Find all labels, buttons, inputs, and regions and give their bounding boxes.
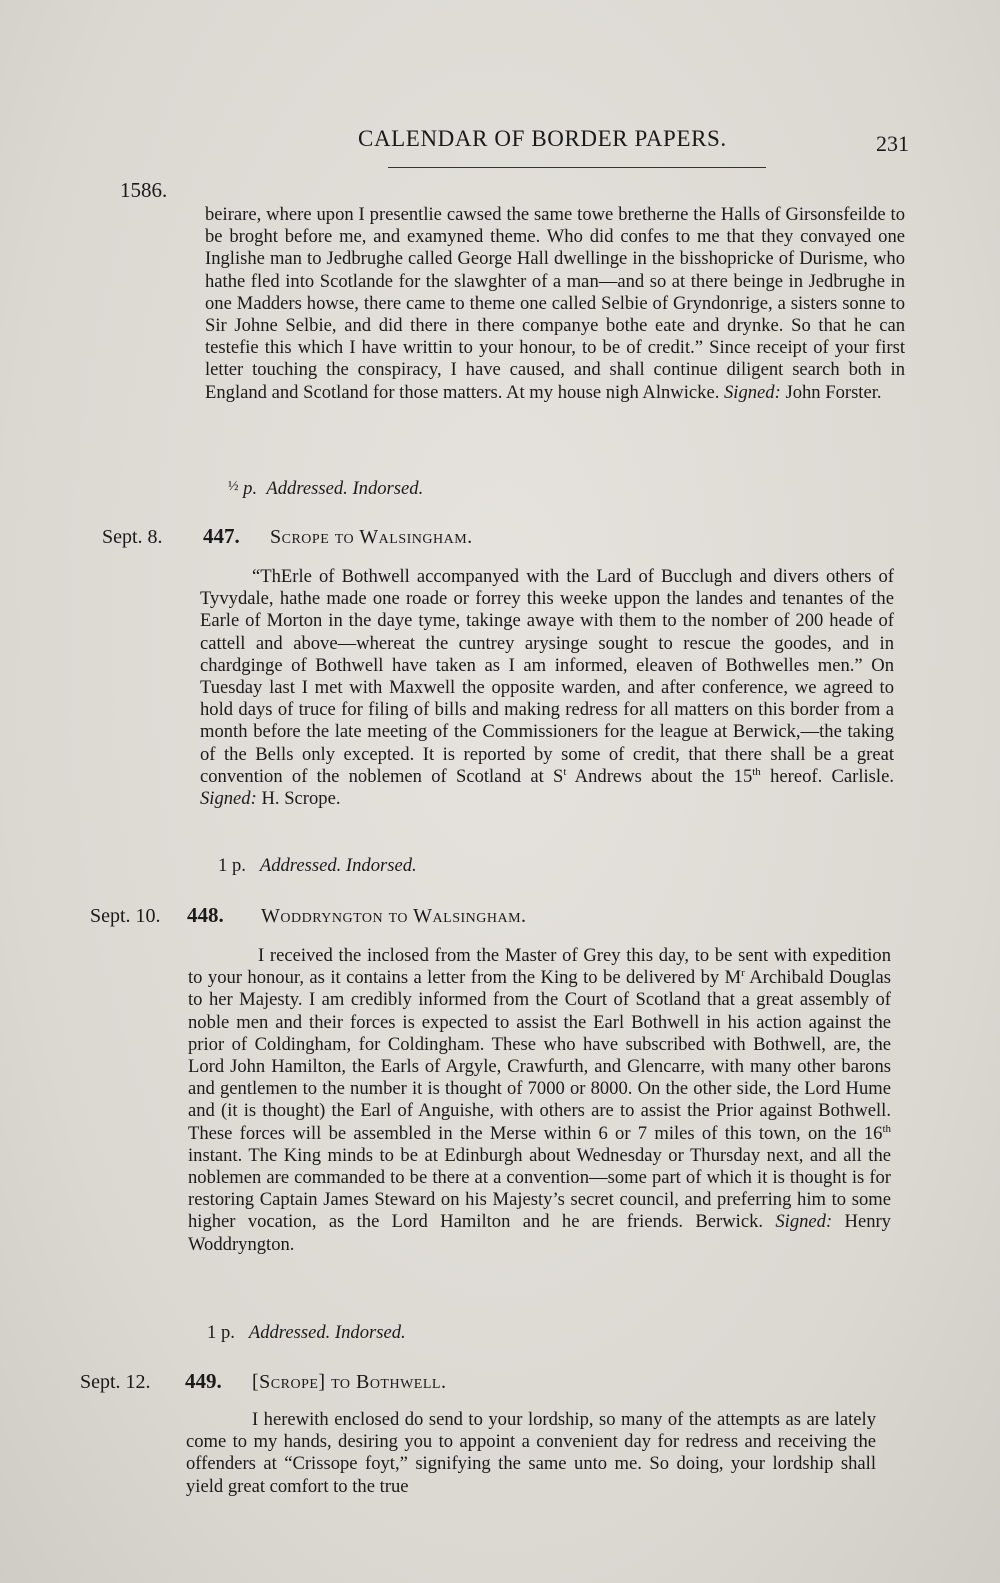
entry-number: 448. <box>187 903 224 927</box>
entry-date: Sept. 12. <box>80 1371 151 1393</box>
entry-text: I received the inclosed from the Master of Grey this day, to be sent with expedition to your honour, as it contains a letter from the King to be delivered by M <box>188 945 891 989</box>
note-endorsement: Addressed. Indorsed. <box>259 855 417 876</box>
entry-superscript: r <box>741 967 745 980</box>
entry-heading <box>0 524 1000 552</box>
entry-title: Scrope to Walsingham. <box>270 526 473 548</box>
page-header <box>0 126 1000 166</box>
entry-superscript: th <box>752 765 761 778</box>
page-number: 231 <box>876 131 909 156</box>
entry-note <box>207 1322 406 1344</box>
note-page: p. <box>243 478 258 499</box>
signed-label: Signed: <box>775 1211 833 1233</box>
entry-text: Archibald Douglas to her Majesty. I am credibly informed from the Court of Scotland that a great assembly of noble men and their forces is expected to assist the Earl Bothwell in his action against the prior of Coldingham, for Coldingham. These who have subscribed with Bothwell, are, the Lord John Hamilton, the Earls of Argyle, Crawfurth, and Glencarre, with many other barons and gentlemen to the number it is thought of 7000 or 8000. On the other side, the Lord Hume and (it is thought) the Earl of Anguishe, with others are to assist the Prior against Bothwell. These forces will be assembled in the Merse within 6 or 7 miles of this town, on the 16 <box>188 967 891 1144</box>
signature: Henry Woddryngton. <box>188 1211 891 1255</box>
continuation-text: beirare, where upon I presentlie cawsed the same towe bretherne the Halls of Girsonsfeilde to be broght before me, and examyned theme. Who did confes to me that they convayed one Inglishe man to Jedbrughe called George Hall dwellinge in the bisshopricke of Durisme, who hathe fled into Scotlande for the slawghter of a man—and so at there beinge in Jedbrughe in one Madders howse, there came to theme one called Selbie of Gryndonrige, a sisters sonne to Sir Johne Selbie, and did there in there companye bothe eate and drynke. So that he can testefie this which I have writtin to your honour, to be of credit.” Since receipt of your first letter touching the conspiracy, I have caused, and shall continue diligent search both in England and Scotland for those matters. At my house nigh Alnwicke. <box>205 204 905 403</box>
entry-text: I herewith enclosed do send to your lordship, so many of the attempts as are lately come to my hands, desiring you to appoint a convenient day for redress and receiving the offenders at “Crissope foyt,” signifying the same unto me. So doing, your lordship shall yield great comfort to the true <box>186 1409 876 1497</box>
signature: H. Scrope. <box>261 788 341 810</box>
entry-text: Andrews about the 15 <box>566 765 753 787</box>
entry-title: Woddryngton to Walsingham. <box>261 905 527 927</box>
entry-text: “ThErle of Bothwell accompanyed with the Lard of Bucclugh and divers others of Tyvydale, hathe made one roade or forrey this weeke uppon the landes and tenantes of the Earle of Morton in the daye tyme, takinge awaye with them to the nomber of 200 heade of cattell and above—whereat the cuntrey arysinge sought to rescue the goodes, and in chardginge of Bothwell have taken as I am informed, eleaven of Bothwelles men.” On Tuesday last I met with Maxwell the opposite warden, and after conference, we agreed to hold days of truce for filing of bills and making redress for all matters on this border from a month before the late meeting of the Commissioners for the league at Berwick,—the taking of the Bells only excepted. It is reported by some of credit, that there shall be a great convention of the noblemen of Scotland at S <box>200 566 894 787</box>
note-fraction: ½ <box>228 479 239 494</box>
entry-number: 449. <box>185 1369 222 1393</box>
entry-superscript: t <box>563 765 567 778</box>
entry-paragraph <box>186 1409 876 1498</box>
entry-paragraph <box>200 566 894 810</box>
entry-date: Sept. 8. <box>102 526 163 548</box>
signed-label: Signed: <box>200 788 257 810</box>
header-rule <box>388 167 766 168</box>
entry-number: 447. <box>203 524 240 548</box>
entry-superscript: th <box>882 1122 891 1135</box>
entry-paragraph <box>188 945 891 1256</box>
entry-heading <box>0 903 1000 931</box>
entry-heading <box>0 1369 1000 1397</box>
entry-text: hereof. Carlisle. <box>760 765 894 787</box>
running-title: CALENDAR OF BORDER PAPERS. <box>358 126 727 151</box>
continuation-note <box>228 478 423 500</box>
entry-date: Sept. 10. <box>90 905 161 927</box>
note-page: 1 p. <box>207 1322 235 1343</box>
entry-title: [Scrope] to Bothwell. <box>252 1371 447 1393</box>
note-endorsement: Addressed. Indorsed. <box>248 1322 406 1343</box>
note-endorsement: Addressed. Indorsed. <box>266 478 424 499</box>
entry-text: instant. The King minds to be at Edinburgh about Wednesday or Thursday next, and all the noblemen are commanded to be there at a convention—some part of which it is thought is for restoring Captain James Steward on his Majesty’s secret council, and preferring him to some higher vocation, as the Lord Hamilton and he are friends. Berwick. <box>188 1144 891 1233</box>
signed-label: Signed: <box>724 381 781 403</box>
continuation-paragraph <box>205 204 905 404</box>
signature: John Forster. <box>785 381 882 403</box>
note-page: 1 p. <box>218 855 246 876</box>
year-margin: 1586. <box>120 178 168 202</box>
entry-note <box>218 855 417 877</box>
